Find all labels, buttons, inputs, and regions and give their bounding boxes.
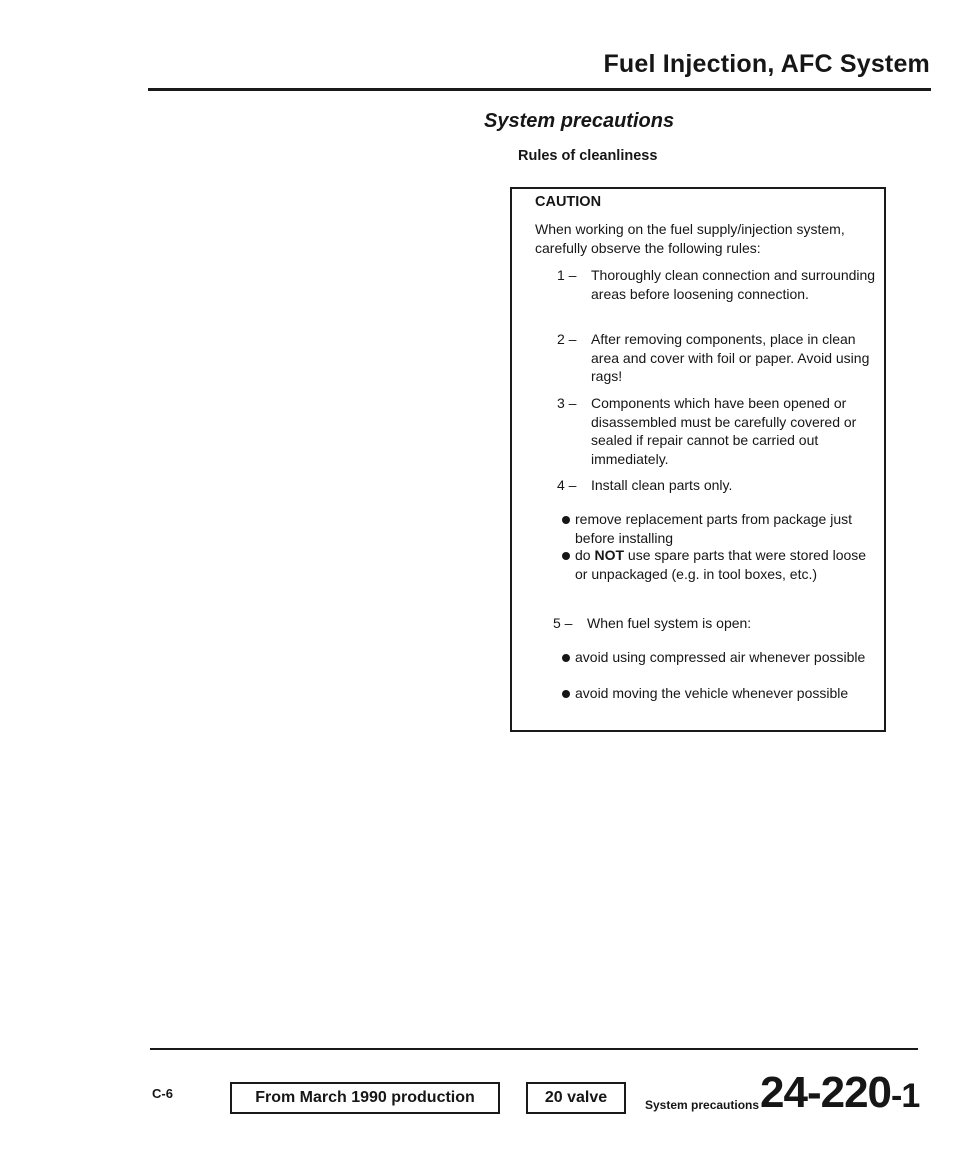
- rule-text: Components which have been opened or disassembled must be carefully covered or sealed if repair cannot be carried out immediately.: [591, 395, 857, 467]
- header-rule: [148, 88, 931, 91]
- bullet-emphasis: NOT: [594, 547, 625, 563]
- footer-rule: [150, 1048, 918, 1050]
- rule-number: 1 –: [557, 267, 577, 283]
- bullet-dot: [562, 654, 570, 662]
- bullet-dot: [562, 552, 570, 560]
- rule-text: Install clean parts only.: [591, 477, 733, 493]
- rule-number: 2 –: [557, 331, 577, 347]
- footer-section-label: System precautions: [645, 1098, 760, 1112]
- section-title: System precautions: [484, 110, 675, 132]
- rule-text: After removing components, place in clean area and cover with foil or paper. Avoid using rags!: [591, 331, 870, 384]
- rule-text: When fuel system is open:: [587, 615, 752, 631]
- caution-intro: When working on the fuel supply/injection system, carefully observe the following rules:: [535, 221, 845, 256]
- rule-number: 3 –: [557, 395, 577, 411]
- bullet-text: avoid using compressed air whenever possible: [575, 649, 866, 665]
- caution-heading: CAUTION: [535, 194, 602, 210]
- page-number: 24-220-1: [760, 1068, 920, 1117]
- bullet-text: avoid moving the vehicle whenever possible: [575, 685, 849, 701]
- bullet-dot: [562, 690, 570, 698]
- subsection-title: Rules of cleanliness: [518, 148, 658, 164]
- bullet-dot: [562, 516, 570, 524]
- bullet-text: remove replacement parts from package just before installing: [575, 511, 853, 546]
- rule-number: 4 –: [557, 477, 577, 493]
- page-header-title: Fuel Injection, AFC System: [603, 50, 930, 78]
- page-number-suffix: -1: [891, 1077, 920, 1115]
- rule-text: Thoroughly clean connection and surrounding areas before loosening connection.: [591, 267, 876, 302]
- rule-number: 5 –: [553, 615, 573, 631]
- production-box: From March 1990 production: [230, 1082, 500, 1114]
- bullet-text: do NOT use spare parts that were stored loose or unpackaged (e.g. in tool boxes, etc.): [575, 547, 867, 582]
- engine-box: 20 valve: [526, 1082, 626, 1114]
- footer-code: C-6: [152, 1086, 173, 1101]
